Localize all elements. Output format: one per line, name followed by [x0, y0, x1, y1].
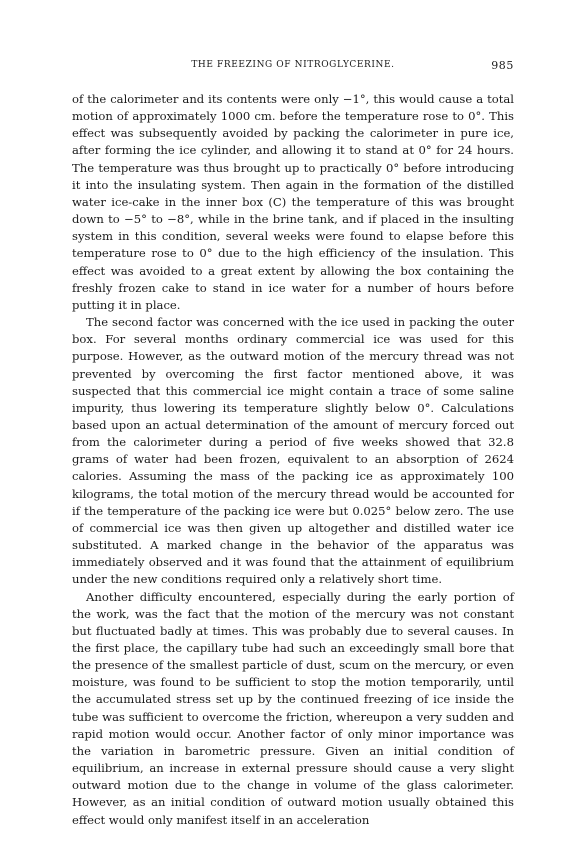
- running-title: THE FREEZING OF NITROGLYCERINE.: [191, 60, 395, 70]
- page-number: 985: [491, 59, 514, 72]
- paragraph-continued: of the calorimeter and its contents were only −1°, this would cause a total motion of approximately 1000 cm. before the temperature rose to 0°. This effect was subsequently avoided by packing the calorimeter in pure ice, after forming the ice cylinder, and allowing it to stand at 0° for 24 hours. The temperature was thus brought up to practically 0° before introducing it into the insulating system. Then again in the formation of the distilled water ice-cake in the inner box (C) the temperature of this was brought down to −5° to −8°, while in the brine tank, and if placed in the insulting system in this condition, several weeks were found to elapse before this temperature rose to 0° due to the high efficiency of the insulation. This effect was avoided to a great extent by allowing the box containing the freshly frozen cake to stand in ice water for a number of hours before putting it in place.: [72, 92, 514, 312]
- paragraph-mercury-fluctuation: Another difficulty encountered, especially during the early portion of the work, was the fact that the motion of the mercury was not constant but fluctuated badly at times. This was probably due to several causes. In the first place, the capillary tube had such an exceedingly small bore that the presence of the smallest particle of dust, scum on the mercury, or even moisture, was found to be sufficient to stop the motion temporarily, until the accumulated stress set up by the continued freezing of ice inside the tube was sufficient to overcome the friction, whereupon a very sudden and rapid motion would occur. Another factor of only minor importance was the variation in barometric pressure. Given an initial condition of equilibrium, an increase in external pressure should cause a very slight outward motion due to the change in volume of the glass calorimeter. However, as an initial condition of outward motion usually obtained this effect would only manifest itself in an acceleration: [72, 589, 514, 827]
- paragraph-packing-ice: The second factor was concerned with the ice used in packing the outer box. For several months ordinary commercial ice was used for this purpose. However, as the outward motion of the mercury thread was not prevented by overcoming the first factor mentioned above, it was suspected that this commercial ice might contain a trace of some saline impurity, thus lowering its temperature slightly below 0°. Calculations based upon an actual determination of the amount of mercury forced out from the calorimeter during a period of five weeks showed that 32.8 grams of water had been frozen, equivalent to an absorption of 2624 calories. Assuming the mass of the packing ice as approximately 100 kilograms, the total motion of the mercury thread would be accounted for if the temperature of the packing ice were but 0.025° below zero. The use of commercial ice was then given up altogether and distilled water ice substituted. A marked change in the behavior of the apparatus was immediately observed and it was found that the attainment of equilibrium under the new conditions required only a relatively short time.: [72, 315, 514, 587]
- running-head: [72, 60, 514, 74]
- body-text: [72, 91, 514, 829]
